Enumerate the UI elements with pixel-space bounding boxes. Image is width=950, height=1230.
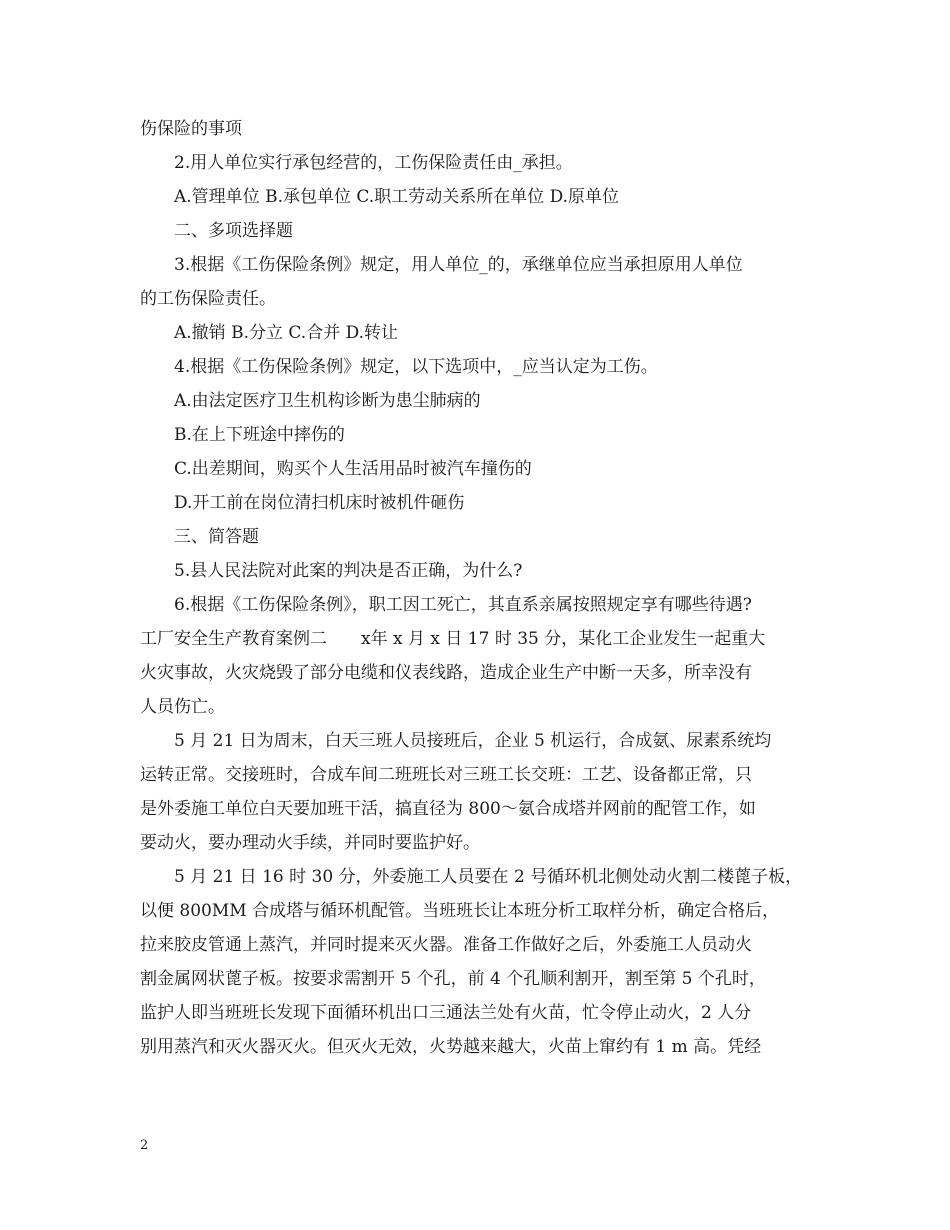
text-line: 割金属网状蓖子板。按要求需割开 5 个孔，前 4 个孔顺利割开，割至第 5 个孔时， [140, 969, 766, 989]
text-line: 3.根据《工伤保险条例》规定，用人单位_的，承继单位应当承担原用人单位 [174, 255, 743, 275]
page-number: 2 [140, 1138, 149, 1153]
text-line: 是外委施工单位白天要加班干活，搞直径为 800～氨合成塔并网前的配管工作，如 [140, 799, 756, 819]
text-line: 运转正常。交接班时，合成车间二班班长对三班工长交班：工艺、设备都正常，只 [140, 765, 752, 785]
text-line: C.出差期间，购买个人生活用品时被汽车撞伤的 [174, 459, 532, 479]
document-body [140, 112, 820, 1064]
text-line: 伤保险的事项 [140, 119, 242, 139]
section-heading: 三、简答题 [174, 527, 259, 547]
text-line: 4.根据《工伤保险条例》规定，以下选项中，_应当认定为工伤。 [174, 357, 658, 377]
text-line: 要动火，要办理动火手续，并同时要监护好。 [140, 833, 480, 853]
text-line: 2.用人单位实行承包经营的，工伤保险责任由_承担。 [174, 153, 573, 173]
text-line: 人员伤亡。 [140, 697, 225, 717]
text-line: D.开工前在岗位清扫机床时被机件砸伤 [174, 493, 465, 513]
text-line: 监护人即当班班长发现下面循环机出口三通法兰处有火苗，忙令停止动火，2 人分 [140, 1003, 752, 1023]
text-line: A.由法定医疗卫生机构诊断为患尘肺病的 [174, 391, 481, 411]
text-line: 工厂安全生产教育案例二 x年 x 月 x 日 17 时 35 分，某化工企业发生一起重大 [140, 629, 766, 649]
text-line: 火灾事故，火灾烧毁了部分电缆和仪表线路，造成企业生产中断一天多，所幸没有 [140, 663, 752, 683]
text-line: A.管理单位 B.承包单位 C.职工劳动关系所在单位 D.原单位 [174, 187, 620, 207]
text-line: 以便 800MM 合成塔与循环机配管。当班班长让本班分析工取样分析，确定合格后， [140, 901, 780, 921]
text-line: 5.县人民法院对此案的判决是否正确，为什么? [174, 561, 523, 581]
text-line: 拉来胶皮管通上蒸汽，并同时提来灭火器。准备工作做好之后，外委施工人员动火 [140, 935, 752, 955]
text-line: 的工伤保险责任。 [140, 289, 276, 309]
section-heading: 二、多项选择题 [174, 221, 293, 241]
text-line: 别用蒸汽和灭火器灭火。但灭火无效，火势越来越大，火苗上窜约有 1 m 高。凭经 [140, 1037, 762, 1057]
text-line: A.撤销 B.分立 C.合并 D.转让 [174, 323, 399, 343]
text-line: B.在上下班途中摔伤的 [174, 425, 345, 445]
text-line: 5 月 21 日为周末，白天三班人员接班后，企业 5 机运行，合成氨、尿素系统均 [174, 731, 772, 751]
text-line: 5 月 21 日 16 时 30 分，外委施工人员要在 2 号循环机北侧处动火割二楼蓖子板， [174, 867, 803, 887]
text-line: 6.根据《工伤保险条例》，职工因工死亡，其直系亲属按照规定享有哪些待遇? [174, 595, 752, 615]
